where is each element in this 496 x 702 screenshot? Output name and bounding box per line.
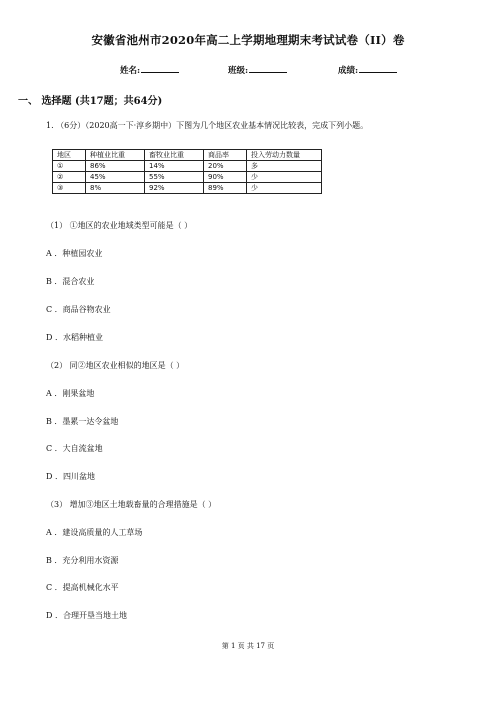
option-2a: A ．刚果盆地 [46, 389, 95, 398]
table-cell: 55% [145, 172, 204, 183]
agriculture-comparison-table [52, 149, 322, 194]
table-cell: ③ [53, 183, 86, 194]
exam-title: 安徽省池州市2020年高二上学期地理期末考试试卷（II）卷 [91, 33, 405, 47]
table-header-cell: 商品率 [204, 150, 247, 161]
table-cell: 多 [247, 161, 322, 172]
option-2d: D ．四川盆地 [46, 472, 95, 481]
table-header-cell: 种植业比重 [86, 150, 145, 161]
sub-question-2: （2） 同②地区农业相似的地区是（ ） [46, 361, 185, 370]
table-cell: 20% [204, 161, 247, 172]
question-stem: 1. （6分）（2020高一下·淳乡期中）下图为几个地区农业基本情况比较表，完成下列小题。 [46, 121, 369, 130]
table-header-row [53, 150, 322, 161]
table-cell: 89% [204, 183, 247, 194]
section-heading: 一、 选择题 (共17题；共64分) [18, 96, 163, 107]
option-2b: B ．墨累一达令盆地 [46, 417, 119, 426]
option-2c: C ．大自流盆地 [46, 444, 103, 453]
name-blank [141, 64, 179, 73]
sub-question-1: （1） ①地区的农业地域类型可能是（ ） [46, 221, 193, 230]
score-blank [359, 64, 397, 73]
table-header-cell: 畜牧业比重 [145, 150, 204, 161]
option-1c: C ．商品谷物农业 [46, 305, 111, 314]
option-1b: B ．混合农业 [46, 277, 95, 286]
name-field [120, 64, 179, 76]
table-row [53, 172, 322, 183]
score-label: 成绩: [338, 66, 359, 76]
table-cell: 45% [86, 172, 145, 183]
option-3a: A ．建设高质量的人工草场 [46, 528, 143, 537]
option-1a: A ．种植园农业 [46, 249, 103, 258]
table-cell: 92% [145, 183, 204, 194]
class-label: 班级: [228, 66, 249, 76]
table-row [53, 183, 322, 194]
sub-question-3: （3） 增加③地区土地载畜量的合理措施是（ ） [46, 500, 217, 509]
score-field [338, 64, 397, 76]
table-cell: 86% [86, 161, 145, 172]
table-cell: 少 [247, 172, 322, 183]
table-cell: ① [53, 161, 86, 172]
class-blank [249, 64, 287, 73]
page-footer: 第 1 页 共 17 页 [221, 642, 275, 650]
table-cell: 少 [247, 183, 322, 194]
table-cell: 90% [204, 172, 247, 183]
table-cell: 14% [145, 161, 204, 172]
class-field [228, 64, 287, 76]
table-header-cell: 投入劳动力数量 [247, 150, 322, 161]
table-cell: 8% [86, 183, 145, 194]
option-3b: B ．充分利用水资源 [46, 556, 119, 565]
option-3c: C ．提高机械化水平 [46, 583, 119, 592]
table-cell: ② [53, 172, 86, 183]
name-label: 姓名: [120, 66, 141, 76]
table-row [53, 161, 322, 172]
table-header-cell: 地区 [53, 150, 86, 161]
option-3d: D ．合理开垦当地土地 [46, 611, 127, 620]
option-1d: D ．水稻种植业 [46, 333, 103, 342]
